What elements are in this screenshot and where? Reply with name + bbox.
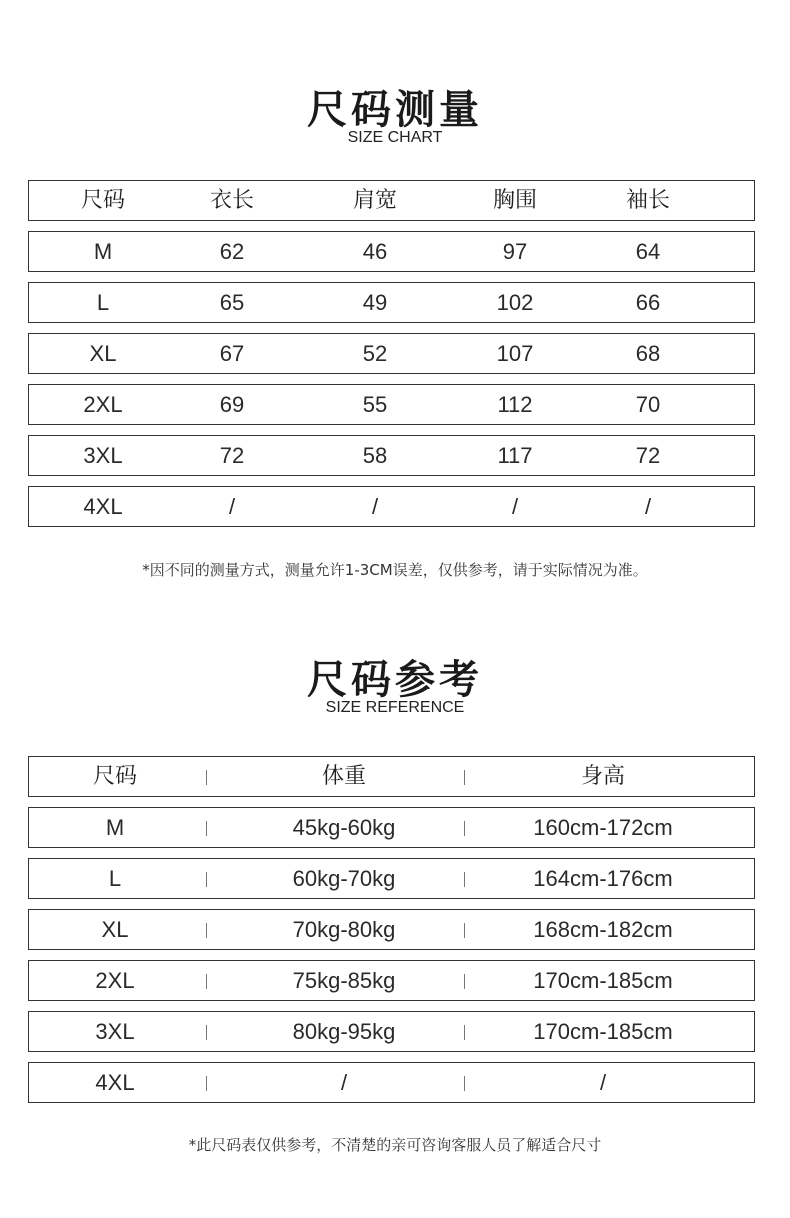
- column-divider: [464, 923, 465, 938]
- cell-sleeve: 68: [635, 341, 661, 366]
- column-divider: [206, 872, 207, 887]
- cell-sleeve: 72: [635, 443, 661, 468]
- cell-size: M: [93, 239, 113, 264]
- cell-shoulder: 55: [362, 392, 388, 417]
- column-divider: [206, 1025, 207, 1040]
- header-size: 尺码: [92, 764, 137, 789]
- cell-size: M: [105, 815, 125, 840]
- column-divider: [206, 974, 207, 989]
- cell-sleeve: 64: [635, 239, 661, 264]
- cell-weight: 45kg-60kg: [292, 815, 396, 840]
- cell-chest: 107: [496, 341, 534, 366]
- cell-chest: 112: [497, 392, 533, 417]
- cell-height: 168cm-182cm: [533, 917, 673, 942]
- cell-shoulder: 49: [362, 290, 388, 315]
- cell-size: 2XL: [83, 392, 123, 417]
- cell-size: 2XL: [95, 968, 135, 993]
- cell-size: 3XL: [95, 1019, 135, 1044]
- cell-height: 160cm-172cm: [533, 815, 673, 840]
- size-reference-subtitle: SIZE REFERENCE: [325, 699, 465, 716]
- cell-length: /: [228, 494, 236, 519]
- cell-length: 65: [219, 290, 245, 315]
- cell-shoulder: /: [371, 494, 379, 519]
- cell-length: 69: [219, 392, 245, 417]
- cell-size: XL: [89, 341, 117, 366]
- cell-size: 3XL: [83, 443, 123, 468]
- column-divider: [206, 821, 207, 836]
- column-divider: [464, 770, 465, 785]
- size-chart-title: 尺码测量: [307, 87, 483, 133]
- table-row: [28, 486, 755, 527]
- cell-chest: 97: [502, 239, 528, 264]
- cell-shoulder: 58: [362, 443, 388, 468]
- cell-size: XL: [101, 917, 129, 942]
- size-reference-header-row: [28, 756, 755, 797]
- column-divider: [464, 872, 465, 887]
- cell-height: 164cm-176cm: [533, 866, 673, 891]
- table-row: [28, 1011, 755, 1052]
- table-row: [28, 231, 755, 272]
- cell-length: 72: [219, 443, 245, 468]
- cell-sleeve: 66: [635, 290, 661, 315]
- cell-weight: 80kg-95kg: [292, 1019, 396, 1044]
- cell-chest: 117: [497, 443, 533, 468]
- cell-length: 67: [219, 341, 245, 366]
- column-divider: [464, 1025, 465, 1040]
- cell-shoulder: 52: [362, 341, 388, 366]
- table-row: [28, 333, 755, 374]
- table-row: [28, 384, 755, 425]
- cell-weight: 70kg-80kg: [292, 917, 396, 942]
- size-reference-title: 尺码参考: [307, 657, 483, 703]
- column-divider: [206, 1076, 207, 1091]
- cell-height: 170cm-185cm: [533, 1019, 673, 1044]
- cell-length: 62: [219, 239, 245, 264]
- size-reference-note: *此尺码表仅供参考，不清楚的亲可咨询客服人员了解适合尺寸: [188, 1136, 602, 1154]
- cell-weight: /: [340, 1070, 348, 1095]
- cell-size: L: [96, 290, 110, 315]
- header-length: 衣长: [209, 188, 254, 213]
- header-shoulder: 肩宽: [352, 188, 397, 213]
- cell-height: /: [599, 1070, 607, 1095]
- cell-height: 170cm-185cm: [533, 968, 673, 993]
- cell-shoulder: 46: [362, 239, 388, 264]
- cell-chest: /: [511, 494, 519, 519]
- column-divider: [206, 770, 207, 785]
- cell-sleeve: 70: [635, 392, 661, 417]
- column-divider: [464, 1076, 465, 1091]
- size-chart-note: *因不同的测量方式，测量允许1-3CM误差，仅供参考，请于实际情况为准。: [142, 561, 648, 579]
- header-weight: 体重: [321, 764, 366, 789]
- table-row: [28, 807, 755, 848]
- table-row: [28, 909, 755, 950]
- cell-sleeve: /: [644, 494, 652, 519]
- cell-size: 4XL: [95, 1070, 135, 1095]
- table-row: [28, 1062, 755, 1103]
- cell-size: 4XL: [83, 494, 123, 519]
- header-size: 尺码: [80, 188, 125, 213]
- header-sleeve: 袖长: [625, 188, 670, 213]
- column-divider: [206, 923, 207, 938]
- header-chest: 胸围: [492, 188, 537, 213]
- cell-weight: 60kg-70kg: [292, 866, 396, 891]
- cell-chest: 102: [496, 290, 534, 315]
- cell-size: L: [108, 866, 122, 891]
- cell-weight: 75kg-85kg: [292, 968, 396, 993]
- size-chart-subtitle: SIZE CHART: [347, 129, 443, 146]
- table-row: [28, 960, 755, 1001]
- column-divider: [464, 821, 465, 836]
- header-height: 身高: [580, 764, 625, 789]
- table-row: [28, 858, 755, 899]
- column-divider: [464, 974, 465, 989]
- table-row: [28, 282, 755, 323]
- size-chart-header-row: [28, 180, 755, 221]
- table-row: [28, 435, 755, 476]
